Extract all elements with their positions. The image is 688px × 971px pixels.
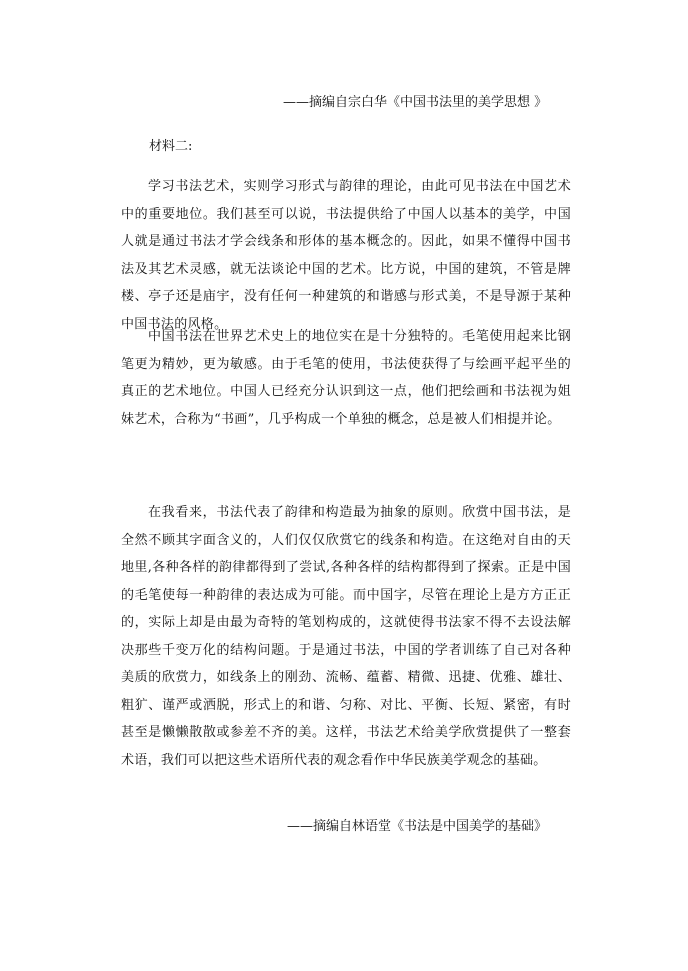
material-heading: 材料二:	[149, 139, 193, 154]
citation-source-2: ——摘编自林语堂《书法是中国美学的基础》	[287, 819, 548, 834]
paragraph-1: 学习书法艺术，实则学习形式与韵律的理论，由此可见书法在中国艺术中的重要地位。我们甚至可以说，书法提供给了中国人以基本的美学，中国人就是通过书法才学会线条和形体的基本概念的。因此，如果不懂得中国书法及其艺术灵感，就无法谈论中国的艺术。比方说，中国的建筑，不管是牌楼、亭子还是庙宇，没有任何一种建筑的和谐感与形式美，不是导源于某种中国书法的风格。	[121, 179, 571, 332]
paragraph-2: 中国书法在世界艺术史上的地位实在是十分独特的。毛笔使用起来比钢笔更为精妙，更为敏感。由于毛笔的使用，书法使获得了与绘画平起平坐的真正的艺术地位。中国人已经充分认识到这一点，他们把绘画和书法视为姐妹艺术，合称为“书画”，几乎构成一个单独的概念，总是被人们相提并论。	[121, 329, 571, 427]
citation-source-1: ——摘编自宗白华《中国书法里的美学思想 》	[283, 95, 548, 110]
paragraph-3: 在我看来，书法代表了韵律和构造最为抽象的原则。欣赏中国书法，是全然不顾其字面含义的，人们仅仅欣赏它的线条和构造。在这绝对自由的天地里,各种各样的韵律都得到了尝试,各种各样的结构都得到了探索。正是中国的毛笔使每一种韵律的表达成为可能。而中国字，尽管在理论上是方方正正的，实际上却是由最为奇特的笔划构成的，这就使得书法家不得不去设法解决那些千变万化的结构问题。于是通过书法，中国的学者训练了自己对各种美质的欣赏力，如线条上的刚劲、流畅、蕴蓄、精微、迅捷、优雅、雄壮、粗犷、谨严或洒脱，形式上的和谐、匀称、对比、平衡、长短、紧密，有时甚至是懒懒散散或参差不齐的美。这样，书法艺术给美学欣赏提供了一整套术语，我们可以把这些术语所代表的观念看作中华民族美学观念的基础。	[121, 505, 571, 768]
